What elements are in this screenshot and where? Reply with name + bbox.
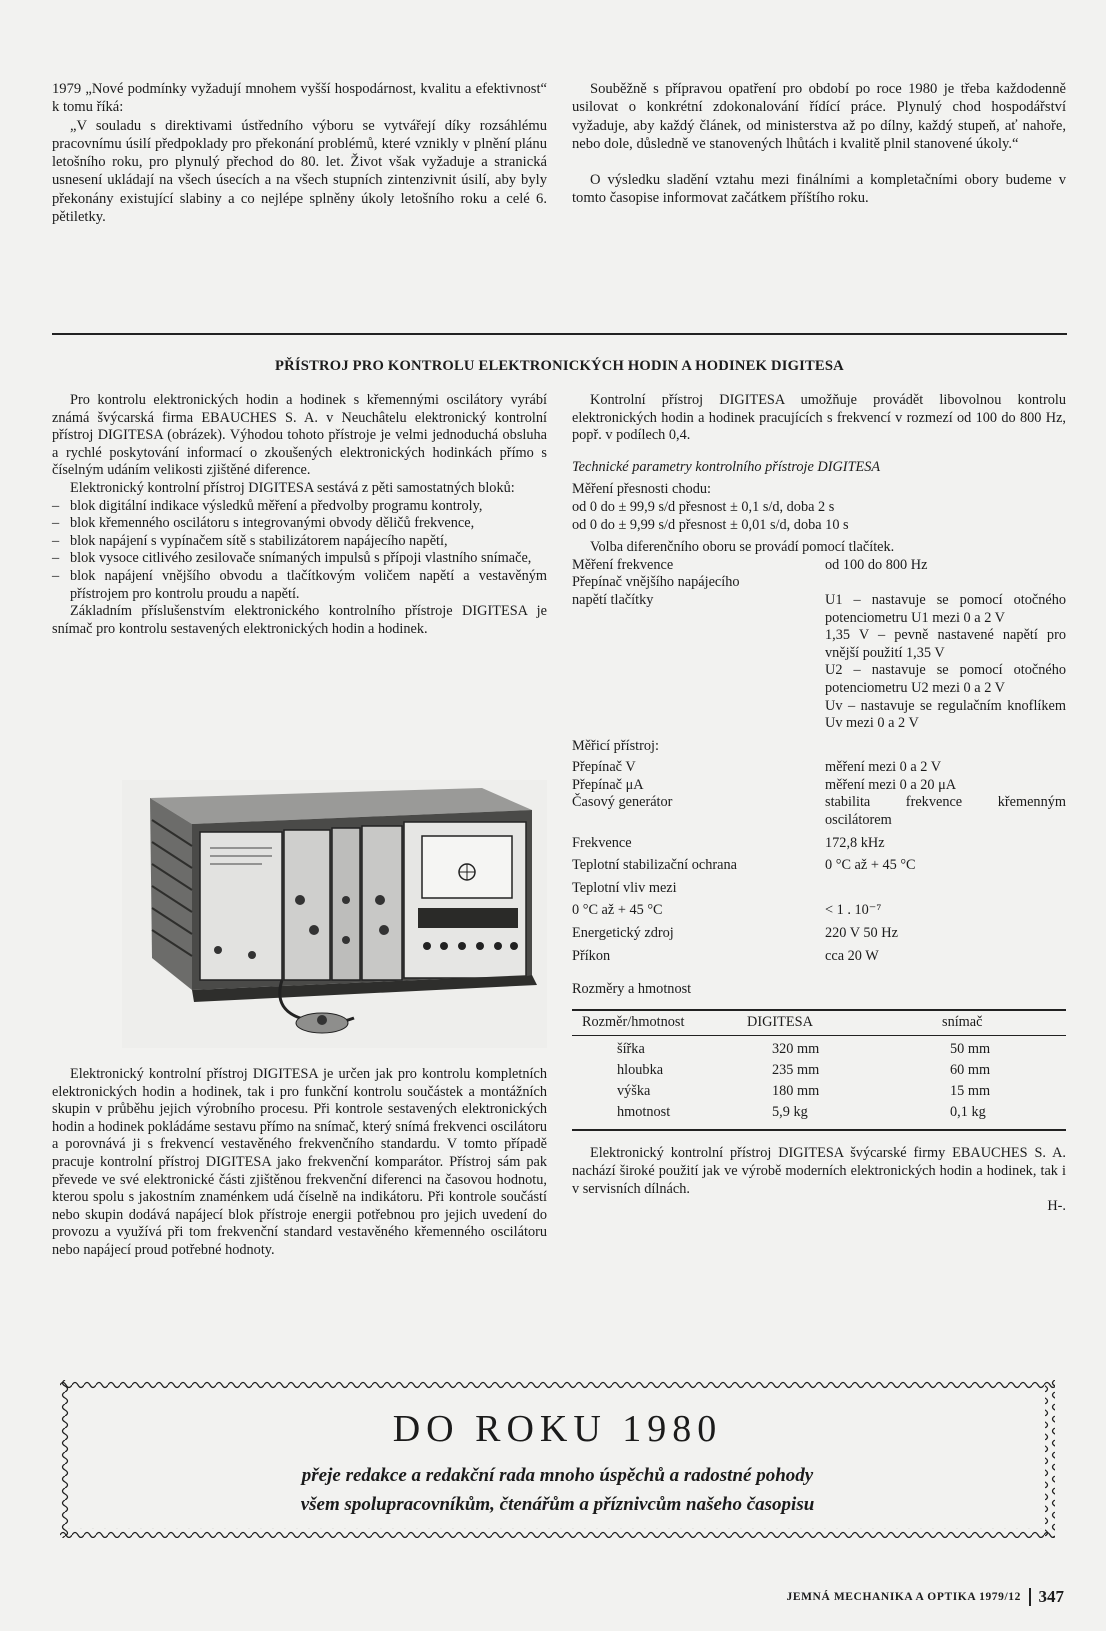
table-cell: hmotnost bbox=[617, 1104, 671, 1121]
table-header-row bbox=[572, 1011, 1066, 1037]
accuracy-line-2: od 0 do ± 9,99 s/d přesnost ± 0,01 s/d, doba 10 s bbox=[572, 516, 849, 533]
accuracy-line-1: od 0 do ± 99,9 s/d přesnost ± 0,1 s/d, doba 2 s bbox=[572, 498, 835, 515]
table-cell: 50 mm bbox=[950, 1041, 991, 1058]
param-row bbox=[572, 794, 1066, 829]
param-value: 220 V 50 Hz bbox=[825, 925, 898, 942]
author-signature: H-. bbox=[1047, 1198, 1066, 1215]
table-cell: 320 mm bbox=[772, 1041, 820, 1058]
param-value bbox=[825, 880, 1066, 898]
param-row bbox=[572, 948, 1066, 966]
table-cell: 15 mm bbox=[950, 1083, 991, 1100]
blocks-list bbox=[52, 498, 547, 604]
intro-right-column bbox=[572, 80, 1066, 208]
digitesa-device-photo bbox=[122, 780, 547, 1048]
table-cell: výška bbox=[617, 1083, 651, 1100]
intro-left-paragraph-2: „V souladu s direktivami ústředního výboru se vytvářejí díky rozsáhlému pracovnímu úsilí předpoklady pro překonání problémů, které vznikly v plnění plánu letošního roku, pro plynulý přechod do 80. let. Život však vyžaduje a stranická usnesení ukládají na všech úsecích a na všech stupních zintenzivnit úsilí, aby byly překonány existující slabiny a co nejlépe splněny úkoly letošního roku a celé 6. pětiletky. bbox=[52, 117, 547, 226]
voltage-135: 1,35 V – pevně nastavené napětí pro vnější použití 1,35 V bbox=[825, 627, 1066, 661]
param-label: 0 °C až + 45 °C bbox=[572, 902, 663, 919]
param-value: měření mezi 0 a 20 μA bbox=[825, 776, 957, 793]
table-header-cell: DIGITESA bbox=[747, 1013, 813, 1030]
table-header-cell: snímač bbox=[942, 1013, 983, 1030]
section-divider bbox=[52, 333, 1067, 335]
table-cell: hloubka bbox=[617, 1062, 664, 1079]
param-value: 172,8 kHz bbox=[825, 834, 885, 851]
article-right-paragraph: Kontrolní přístroj DIGITESA umožňuje provádět libovolnou kontrolu elektronických hodin a hodinek pracujících s frekvencí v rozmezí od 100 do 800 Hz, popř. v podílech 0,4. bbox=[572, 392, 1066, 444]
article-paragraph-2: Elektronický kontrolní přístroj DIGITESA sestává z pěti samostatných bloků: bbox=[70, 479, 515, 496]
article-right-column bbox=[572, 392, 1066, 1216]
greeting-banner bbox=[60, 1380, 1055, 1538]
param-label: Přepínač V bbox=[572, 759, 636, 776]
blocks-list-item: – blok vysoce citlivého zesilovače snímaných impulsů s přípoji vlastního snímače, bbox=[52, 550, 547, 568]
page-footer bbox=[786, 1587, 1064, 1607]
journal-name: JEMNÁ MECHANIKA A OPTIKA 1979/12 bbox=[786, 1591, 1021, 1603]
table-row bbox=[572, 1081, 1066, 1102]
banner-line-1: přeje redakce a redakční rada mnoho úspěchů a radostné pohody bbox=[301, 1465, 814, 1486]
intro-right-paragraph-2: O výsledku sladění vztahu mezi finálními a kompletačními obory budeme v tomto časopise informovat začátkem příštího roku. bbox=[572, 172, 1066, 207]
range-note: Volba diferenčního oboru se provádí pomocí tlačítek. bbox=[590, 539, 895, 556]
param-row bbox=[572, 902, 1066, 920]
meter-label: Měřicí přístroj: bbox=[572, 737, 659, 754]
banner-heading: DO ROKU 1980 bbox=[392, 1408, 723, 1450]
param-label: Energetický zdroj bbox=[572, 925, 674, 942]
article-paragraph-1: Pro kontrolu elektronických hodin a hodinek s křemennými oscilátory vyrábí známá švýcarská firma EBAUCHES S. A. v Neuchâtelu elektronický kontrolní přístroj DIGITESA (obrázek). Výhodou tohoto přístroje je velmi jednoduchá obsluha a rychlé poskytování informací o zkoušených elektronických hodinkách přímo s číselným udáním velikosti zjištěné diference. bbox=[52, 392, 547, 479]
table-cell: 235 mm bbox=[772, 1062, 820, 1079]
param-row bbox=[572, 880, 1066, 898]
footer-separator bbox=[1029, 1588, 1031, 1606]
switch-label-1: Přepínač vnějšího napájecího bbox=[572, 574, 740, 591]
accuracy-label: Měření přesnosti chodu: bbox=[572, 481, 711, 498]
table-row bbox=[572, 1102, 1066, 1123]
table-row bbox=[572, 1060, 1066, 1081]
param-label: Časový generátor bbox=[572, 794, 673, 811]
param-row bbox=[572, 857, 1066, 875]
intro-left-paragraph-1: 1979 „Nové podmínky vyžadují mnohem vyšší hospodárnost, kvalitu a efektivnost“ k tomu říká: bbox=[52, 81, 547, 116]
param-value: < 1 . 10⁻⁷ bbox=[825, 902, 882, 919]
dimensions-table bbox=[572, 1009, 1066, 1132]
param-list bbox=[572, 759, 1066, 965]
intro-left-column bbox=[52, 80, 547, 226]
blocks-list-item: – blok napájení s vypínačem sítě s stabilizátorem napájecího napětí, bbox=[52, 533, 547, 551]
voltage-uv: Uv – nastavuje se regulačním knoflíkem Uv mezi 0 a 2 V bbox=[825, 697, 1066, 732]
param-label: Měření frekvence bbox=[572, 556, 674, 573]
table-cell: šířka bbox=[617, 1041, 645, 1058]
article-paragraph-4: Elektronický kontrolní přístroj DIGITESA je určen jak pro kontrolu kompletních elektronických hodin a hodinek, tak i pro funkční kontrolu součástek a montážních skupin v průběhu jejich výrobního procesu. Při kontrole sestavených elektronických hodin a hodinek pokládáme sestavu přímo na snímač, který snímá frekvenci oscilátoru a porovnává ji s frekvencí vestavěného frekvenčního standardu. V tomto případě pracuje kontrolní přístroj DIGITESA jako frekvenční komparátor. Přístroj sám pak převede ve své elektronické části zjištěnou frekvenční diferenci na časovou hodnotu, kterou spolu s jakostním znaménkem udá číselně na indikátoru. Při kontrole součástí nebo skupin dodává napájecí blok přístroje energii potřebnou pro jejich uvedení do provozu a využívá při tom frekvenční standard vestavěného křemenného oscilátoru nebo napájecí proud potřebné hodnoty. bbox=[52, 1066, 547, 1258]
param-row bbox=[572, 557, 1066, 575]
param-label: Teplotní vliv mezi bbox=[572, 879, 677, 896]
article-left-column bbox=[52, 392, 547, 638]
banner-line-2: všem spolupracovníkům, čtenářům a příznivcům našeho časopisu bbox=[300, 1494, 815, 1515]
table-cell: 0,1 kg bbox=[950, 1104, 986, 1121]
blocks-list-item: – blok digitální indikace výsledků měření a předvolby programu kontroly, bbox=[52, 498, 547, 516]
table-cell: 180 mm bbox=[772, 1083, 820, 1100]
article-left-bottom bbox=[52, 1066, 547, 1260]
param-row bbox=[572, 777, 1066, 795]
switch-label-2: napětí tlačítky bbox=[572, 591, 654, 608]
table-cell: 60 mm bbox=[950, 1062, 991, 1079]
article-title: PŘÍSTROJ PRO KONTROLU ELEKTRONICKÝCH HODIN A HODINEK DIGITESA bbox=[275, 358, 844, 374]
voltage-u2: U2 – nastavuje se pomocí otočného potenciometru U2 mezi 0 a 2 V bbox=[825, 662, 1066, 696]
param-value: cca 20 W bbox=[825, 947, 879, 964]
param-label: Teplotní stabilizační ochrana bbox=[572, 857, 737, 874]
blocks-list-item: – blok napájení vnějšího obvodu a tlačítkovým voličem napětí a vestavěným přístrojem pro kontrolu proudu a napětí. bbox=[52, 568, 547, 603]
param-row bbox=[572, 759, 1066, 777]
page-number: 347 bbox=[1038, 1587, 1064, 1606]
param-value: od 100 do 800 Hz bbox=[825, 556, 928, 573]
param-row bbox=[572, 835, 1066, 853]
param-value: stabilita frekvence křemenným oscilátorem bbox=[825, 794, 1066, 829]
tech-params-title: Technické parametry kontrolního přístroje DIGITESA bbox=[572, 458, 881, 475]
blocks-list-item: – blok křemenného oscilátoru s integrovanými obvody děličů frekvence, bbox=[52, 515, 547, 533]
closing-paragraph: Elektronický kontrolní přístroj DIGITESA švýcarské firmy EBAUCHES S. A. nachází široké použití jak ve výrobě moderních elektronických hodin a hodinek, tak i v servisních dílnách. bbox=[572, 1145, 1066, 1197]
intro-right-paragraph-1: Souběžně s přípravou opatření pro období po roce 1980 je třeba každodenně usilovat o konkrétní zdokonalování řídící práce. Plynulý chod hospodářství vyžaduje, aby každý článek, od ministerstva až po dílny, každý stupeň, ať nahoře, nebo dole, důsledně ve stanovených lhůtách i kvalitě plnil stanovené úkoly.“ bbox=[572, 81, 1066, 152]
param-value: měření mezi 0 a 2 V bbox=[825, 759, 942, 776]
table-row bbox=[572, 1039, 1066, 1060]
article-paragraph-3: Základním příslušenstvím elektronického kontrolního přístroje DIGITESA je snímač pro kontrolu sestavených elektronických hodin a hodinek. bbox=[52, 603, 547, 637]
table-cell: 5,9 kg bbox=[772, 1104, 808, 1121]
voltage-u1: U1 – nastavuje se pomocí otočného potenciometru U1 mezi 0 a 2 V bbox=[825, 591, 1066, 626]
param-row bbox=[572, 592, 1066, 733]
param-label: Příkon bbox=[572, 947, 611, 964]
param-label: Přepínač μA bbox=[572, 776, 644, 793]
param-label: Frekvence bbox=[572, 834, 632, 851]
param-row bbox=[572, 925, 1066, 943]
table-header-cell: Rozměr/hmotnost bbox=[582, 1013, 685, 1030]
table-body bbox=[572, 1036, 1066, 1129]
voltage-options bbox=[825, 592, 1066, 733]
dimensions-title: Rozměry a hmotnost bbox=[572, 981, 692, 998]
param-value: 0 °C až + 45 °C bbox=[825, 857, 916, 874]
